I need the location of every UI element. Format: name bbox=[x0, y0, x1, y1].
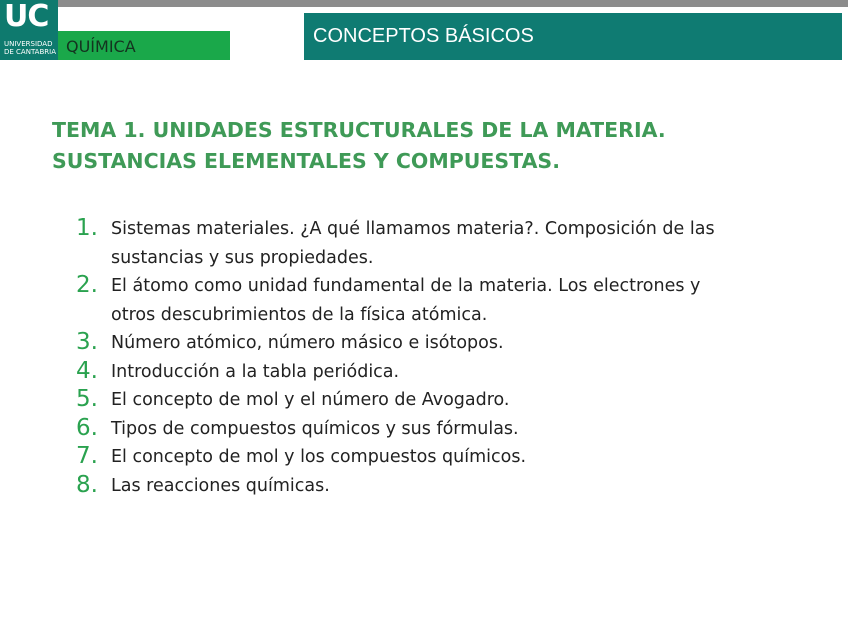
subject-bar bbox=[58, 31, 230, 60]
topic-text: El concepto de mol y el número de Avogadro. bbox=[111, 390, 510, 410]
topic-text: El átomo como unidad fundamental de la materia. Los electrones y bbox=[111, 276, 701, 296]
university-logo bbox=[0, 0, 58, 60]
logo-letters: UC bbox=[4, 0, 49, 34]
topic-text: Las reacciones químicas. bbox=[111, 475, 330, 496]
logo-line-2: DE CANTABRIA bbox=[4, 48, 56, 56]
topic-text: Tipos de compuestos químicos y sus fórmulas. bbox=[111, 418, 519, 439]
topic-text: Sistemas materiales. ¿A qué llamamos materia?. Composición de las bbox=[111, 219, 715, 239]
topic-number: 1. bbox=[76, 215, 98, 241]
section-label: CONCEPTOS BÁSICOS bbox=[313, 25, 534, 47]
topic-number: 4. bbox=[76, 357, 98, 384]
top-gray-bar bbox=[0, 0, 848, 7]
topic-item bbox=[76, 386, 796, 415]
topic-text: sustancias y sus propiedades. bbox=[111, 247, 374, 268]
slide-title bbox=[52, 115, 812, 177]
topic-list bbox=[76, 215, 796, 500]
title-line-1: TEMA 1. UNIDADES ESTRUCTURALES DE LA MATERIA. bbox=[52, 118, 666, 142]
logo-line-1: UNIVERSIDAD bbox=[4, 40, 53, 48]
topic-number: 3. bbox=[76, 329, 98, 355]
topic-item bbox=[76, 472, 796, 501]
topic-text: Número atómico, número másico e isótopos. bbox=[111, 333, 504, 353]
topic-text: Introducción a la tabla periódica. bbox=[111, 361, 400, 382]
topic-item bbox=[76, 358, 796, 387]
topic-number: 6. bbox=[76, 414, 98, 441]
subject-label: QUÍMICA bbox=[66, 37, 136, 56]
topic-number: 5. bbox=[76, 386, 98, 412]
section-banner bbox=[304, 13, 842, 60]
topic-text: El concepto de mol y los compuestos químicos. bbox=[111, 447, 527, 467]
topic-number: 8. bbox=[76, 471, 98, 498]
topic-item bbox=[76, 329, 796, 358]
topic-number: 2. bbox=[76, 272, 98, 298]
topic-item bbox=[76, 215, 796, 272]
topic-item bbox=[76, 415, 796, 444]
topic-text: otros descubrimientos de la física atómica. bbox=[111, 304, 488, 325]
title-line-2: SUSTANCIAS ELEMENTALES Y COMPUESTAS. bbox=[52, 149, 560, 173]
topic-number: 7. bbox=[76, 443, 98, 469]
topic-item bbox=[76, 272, 796, 329]
topic-item bbox=[76, 443, 796, 472]
